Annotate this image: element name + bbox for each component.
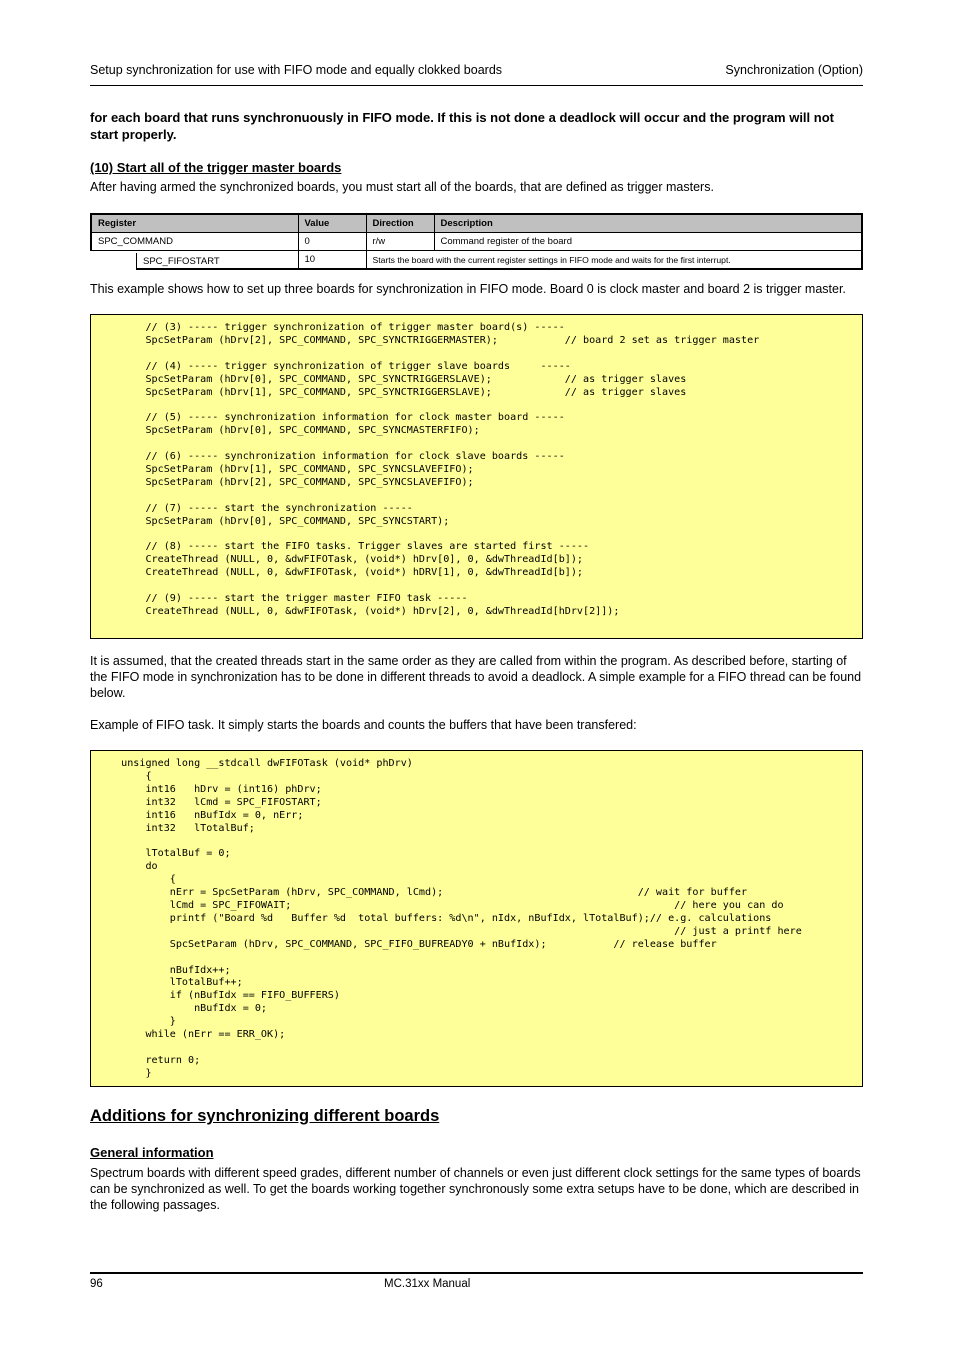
col-description: Description <box>434 214 862 233</box>
table-row <box>91 251 862 270</box>
code-block-sync <box>90 314 863 639</box>
header-left: Setup synchronization for use with FIFO mode and equally clokked boards <box>90 63 503 77</box>
code-block-fifo-task <box>90 750 863 1087</box>
footer-rule <box>90 1272 863 1274</box>
example-intro: This example shows how to set up three boards for synchronization in FIFO mode. Board 0 is clock master and board 2 is trigger master. <box>90 282 846 296</box>
code-fifo-task: unsigned long __stdcall dwFIFOTask (void* phDrv) { int16 hDrv = (int16) phDrv; int32 lCmd = SPC_FIFOSTART; int16 nBufIdx = 0, nErr; int32 lTotalBuf; lTotalBuf = 0; do { nErr = SpcSetParam (hDrv, SPC_COMMAND, lCmd); // wait for buffer lCmd = SPC_FIFOWAIT; // here you can do printf ("Board %d Buffer %d total buffers: %d\n", nIdx, nBufIdx, lTotalBuf);// e.g. calculations // just a printf here SpcSetParam (hDrv, SPC_COMMAND, SPC_FIFO_BUFREADY0 + nBufIdx); // release buffer nBufIdx++; lTotalBuf++; if (nBufIdx == FIFO_BUFFERS) nBufIdx = 0; } while (nErr == ERR_OK); return 0; } <box>121 758 802 1079</box>
fifo-intro: Example of FIFO task. It simply starts the boards and counts the buffers that have been transfered: <box>90 718 637 732</box>
cell-register: SPC_COMMAND <box>91 233 298 251</box>
manual-name: MC.31xx Manual <box>384 1278 471 1290</box>
section-10-text: After having armed the synchronized boards, you must start all of the boards, that are defined as trigger masters. <box>90 180 714 194</box>
deadlock-warning: for each board that runs synchronuously in FIFO mode. If this is not done a deadlock will occur and the program will not start properly. <box>90 110 834 142</box>
col-register: Register <box>91 214 298 233</box>
section-additions-title: Additions for synchronizing different boards <box>90 1107 440 1125</box>
section-10-title: (10) Start all of the trigger master boards <box>90 160 342 175</box>
col-direction: Direction <box>366 214 434 233</box>
cell-direction: r/w <box>366 233 434 251</box>
general-information-text: Spectrum boards with different speed grades, different number of channels or even just different clock settings for the same types of boards can be synchronized as well. To get the boards working together synchronously some extra setups have to be done, which are described in the following passages. <box>90 1166 861 1212</box>
cell-value: 0 <box>298 233 366 251</box>
cell-register-sub <box>91 251 298 270</box>
assumption-text: It is assumed, that the created threads start in the same order as they are called from within the program. As described before, starting of the FIFO mode in synchronization has to be done in different threads to avoid a deadlock. A simple example for a FIFO thread can be found below. <box>90 654 862 700</box>
code-sync-setup: // (3) ----- trigger synchronization of trigger master board(s) ----- SpcSetParam (hDrv[2], SPC_COMMAND, SPC_SYNCTRIGGERMASTER); // board 2 set as trigger master // (4) ----- trigger synchronization of trigger slave boards ----- SpcSetParam (hDrv[0], SPC_COMMAND, SPC_SYNCTRIGGERSLAVE); // as trigger slaves SpcSetParam (hDrv[1], SPC_COMMAND, SPC_SYNCTRIGGERSLAVE); // as trigger slaves // (5) ----- synchronization information for clock master board ----- SpcSetParam (hDrv[0], SPC_COMMAND, SPC_SYNCMASTERFIFO); // (6) ----- synchronization information for clock slave boards ----- SpcSetParam (hDrv[1], SPC_COMMAND, SPC_SYNCSLAVEFIFO); SpcSetParam (hDrv[2], SPC_COMMAND, SPC_SYNCSLAVEFIFO); // (7) ----- start the synchronization ----- SpcSetParam (hDrv[0], SPC_COMMAND, SPC_SYNCSTART); // (8) ----- start the FIFO tasks. Trigger slaves are started first ----- CreateThread (NULL, 0, &dwFIFOTask, (void*) hDrv[0], 0, &dwThreadId[b]); CreateThread (NULL, 0, &dwFIFOTask, (void*) hDRV[1], 0, &dwThreadId[b]); // (9) ----- start the trigger master FIFO task ----- CreateThread (NULL, 0, &dwFIFOTask, (void*) hDrv[2], 0, &dwThreadId[hDrv[2]]); <box>145 322 760 617</box>
col-value: Value <box>298 214 366 233</box>
cell-value: 10 <box>298 251 366 270</box>
header-right: Synchronization (Option) <box>725 63 863 77</box>
table-row <box>91 233 862 251</box>
header-rule <box>90 85 863 86</box>
register-table <box>90 213 863 270</box>
general-information-title: General information <box>90 1145 214 1160</box>
cell-description: Starts the board with the current register settings in FIFO mode and waits for the first interrupt. <box>366 251 862 270</box>
page-number: 96 <box>90 1278 103 1290</box>
register-table-header <box>91 214 862 233</box>
cell-sub-register: SPC_FIFOSTART <box>136 253 298 270</box>
cell-description: Command register of the board <box>434 233 862 251</box>
